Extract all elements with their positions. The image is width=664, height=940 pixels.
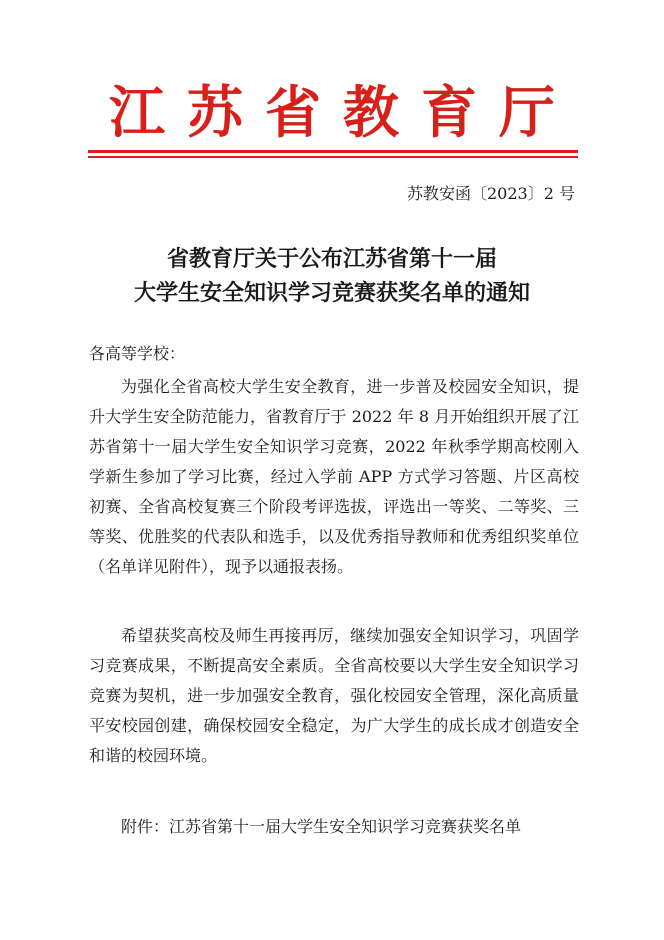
document-number: 苏教安函〔2023〕2 号 [407, 184, 575, 203]
salutation: 各高等学校： [89, 344, 186, 363]
notice-title-line2: 大学生安全知识学习竞赛获奖名单的通知 [133, 280, 530, 306]
notice-title-line1: 省教育厅关于公布江苏省第十一届 [166, 246, 497, 272]
attachment-line: 附件：江苏省第十一届大学生安全知识学习竞赛获奖名单 [121, 817, 522, 836]
agency-header-title: 江苏省教育厅 [109, 80, 577, 146]
header-red-rule-thin [88, 156, 578, 158]
body-paragraph-2: 希望获奖高校及师生再接再厉，继续加强安全知识学习，巩固学习竞赛成果，不断提高安全素质。全省高校要以大学生安全知识学习竞赛为契机，进一步加强安全教育，强化校园安全管理，深化高质量平安校园创建，确保校园安全稳定，为广大学生的成长成才创造安全和谐的校园环境。 [89, 626, 579, 765]
body-paragraph-1: 为强化全省高校大学生安全教育，进一步普及校园安全知识，提升大学生安全防范能力，省教育厅于 2022 年 8 月开始组织开展了江苏省第十一届大学生安全知识学习竞赛，2022 年秋季学期高校刚入学新生参加了学习比赛，经过入学前 APP 方式学习答题、片区高校初赛、全省高校复赛三个阶段考评选拔，评选出一等奖、二等奖、三等奖、优胜奖的代表队和选手，以及优秀指导教师和优秀组织奖单位（名单详见附件），现予以通报表扬。 [89, 377, 579, 576]
header-red-rule-thick [88, 150, 578, 153]
